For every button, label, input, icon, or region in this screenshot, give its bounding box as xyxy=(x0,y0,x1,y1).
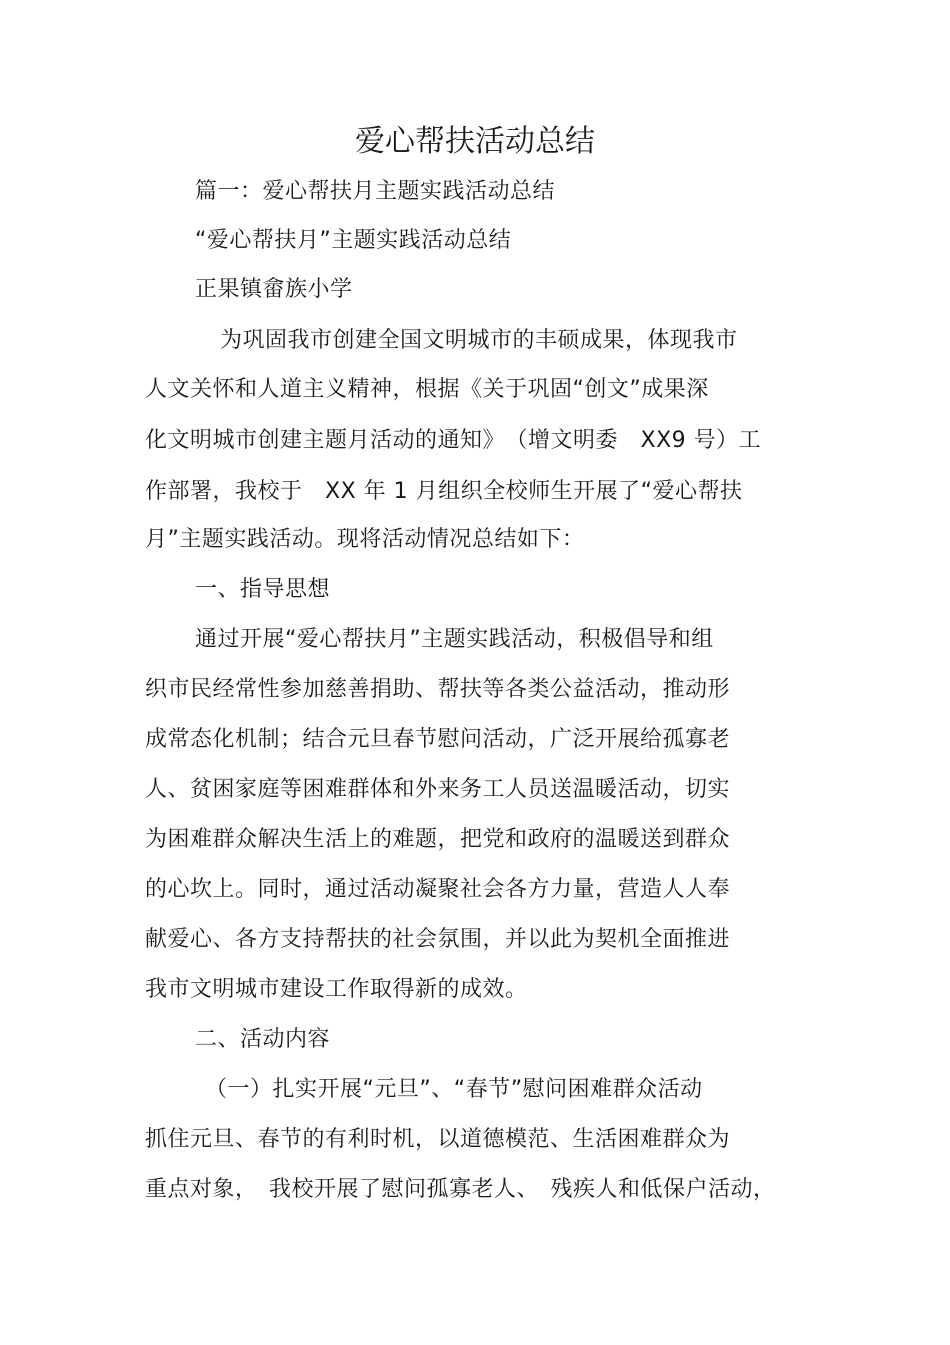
paragraph-line: 重点对象， 我校开展了慰问孤寡老人、 残疾人和低保户活动， xyxy=(145,1177,776,1202)
paragraph-line: 献爱心、各方支持帮扶的社会氛围，并以此为契机全面推进 xyxy=(145,927,731,952)
document-title: 爱心帮扶活动总结 xyxy=(355,124,595,159)
section-heading: 二、活动内容 xyxy=(195,1027,331,1052)
paragraph-line: 为巩固我市创建全国文明城市的丰硕成果，体现我市 xyxy=(220,328,738,353)
subtitle: “爱心帮扶月”主题实践活动总结 xyxy=(195,228,512,253)
paragraph-line: 通过开展“爱心帮扶月”主题实践活动，积极倡导和组 xyxy=(195,627,714,652)
paragraph-line: 月”主题实践活动。现将活动情况总结如下： xyxy=(145,527,585,552)
paragraph-line: 织市民经常性参加慈善捐助、帮扶等各类公益活动，推动形 xyxy=(145,677,731,702)
author-line: 正果镇畲族小学 xyxy=(195,277,353,302)
paragraph-line: 人文关怀和人道主义精神，根据《关于巩固“创文”成果深 xyxy=(145,377,709,402)
subsection-heading: （一）扎实开展“元旦”、“春节”慰问困难群众活动 xyxy=(205,1077,703,1102)
paragraph-line: 化文明城市创建主题月活动的通知》 （增文明委 XX9 号）工 xyxy=(145,428,762,453)
paragraph-line: 为困难群众解决生活上的难题，把党和政府的温暖送到群众 xyxy=(145,827,731,852)
paragraph-line: 的心坎上。同时，通过活动凝聚社会各方力量，营造人人奉 xyxy=(145,877,731,902)
paragraph-line: 人、贫困家庭等困难群体和外来务工人员送温暖活动，切实 xyxy=(145,777,731,802)
section-heading: 篇一：爱心帮扶月主题实践活动总结 xyxy=(195,179,556,204)
paragraph-line: 作部署，我校于 XX 年 1 月组织全校师生开展了“爱心帮扶 xyxy=(145,479,743,504)
paragraph-line: 成常态化机制；结合元旦春节慰问活动，广泛开展给孤寡老 xyxy=(145,727,731,752)
section-heading: 一、指导思想 xyxy=(195,577,331,602)
paragraph-line: 我市文明城市建设工作取得新的成效。 xyxy=(145,977,528,1002)
paragraph-line: 抓住元旦、春节的有利时机，以道德模范、生活困难群众为 xyxy=(145,1127,731,1152)
